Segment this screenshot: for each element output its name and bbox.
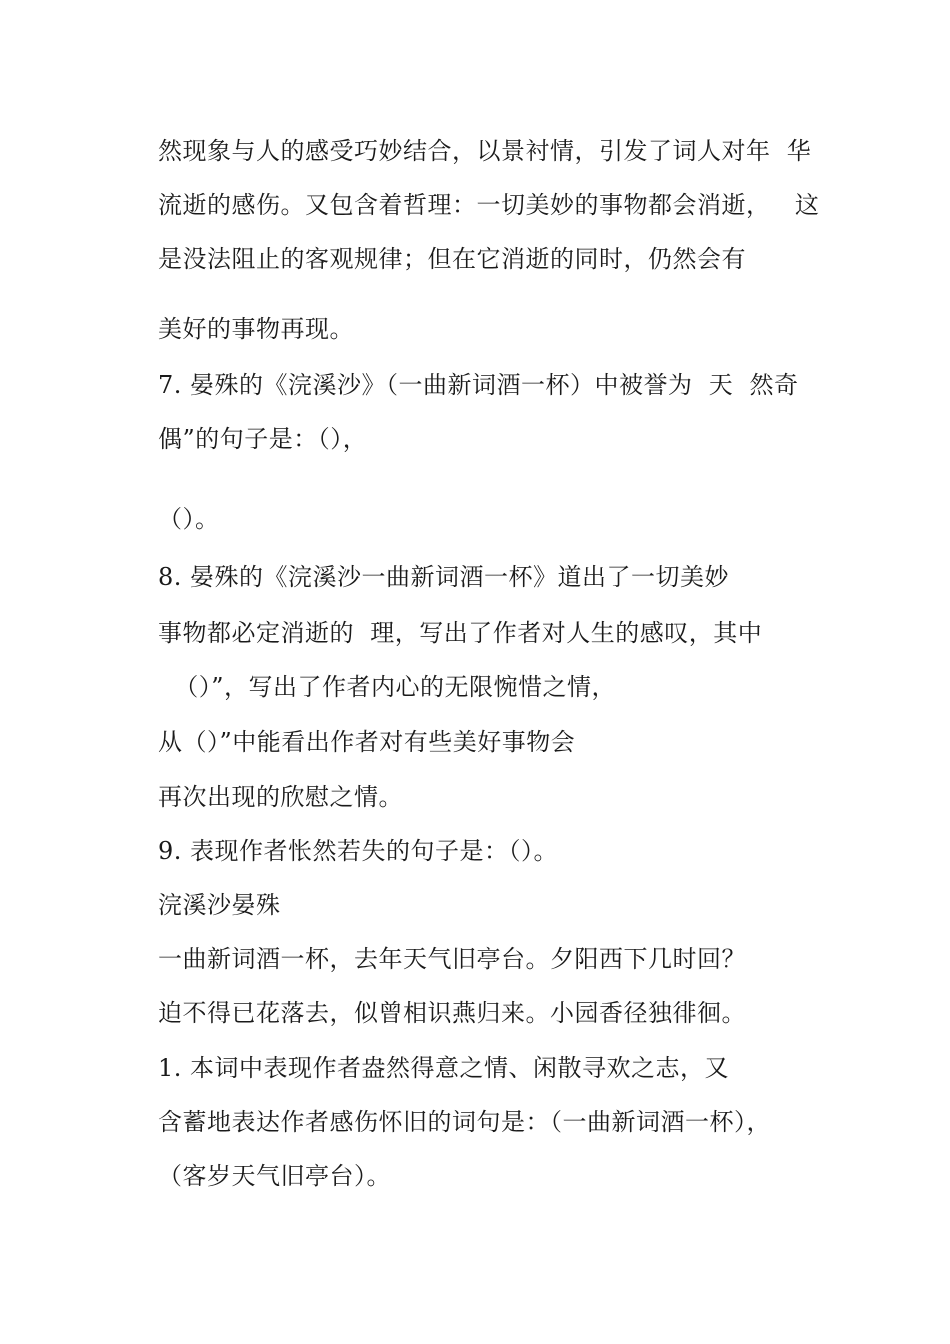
question-9: 9. 表现作者怅然若失的句子是：（）。 [158,837,559,865]
text-line: 再次出现的欣慰之情。 [158,783,403,811]
text-line: （）。 [158,505,220,533]
question-1: 1. 本词中表现作者盎然得意之情、闲散寻欢之志，又 [158,1054,730,1082]
text-line: 从（）”中能看出作者对有些美好事物会 [158,728,576,756]
question-7: 7. 晏殊的《浣溪沙》（一曲新词酒一杯）中被誉为 天 然奇 [158,371,799,399]
question-8: 8. 晏殊的《浣溪沙一曲新词酒一杯》道出了一切美妙 [158,563,730,591]
text-line: 流逝的感伤。又包含着哲理：一切美妙的事物都会消逝， 这 [158,191,820,219]
poem-title: 浣溪沙晏殊 [158,891,281,919]
text-line: 然现象与人的感受巧妙结合，以景衬情，引发了词人对年 华 [158,137,812,165]
text-line: 事物都必定消逝的 理，写出了作者对人生的感叹，其中 [158,619,763,647]
text-line: （）”，写出了作者内心的无限惋惜之情， [158,673,617,701]
text-line: 含蓄地表达作者感伤怀旧的词句是：（一曲新词酒一杯）， [158,1108,771,1136]
text-line: 美好的事物再现。 [158,315,354,343]
text-line: 偶”的句子是：（）， [158,425,368,453]
poem-line: 一曲新词酒一杯，去年天气旧亭台。夕阳西下几时回？ [158,945,746,973]
text-line: 是没法阻止的客观规律；但在它消逝的同时，仍然会有 [158,245,746,273]
poem-line: 迫不得已花落去，似曾相识燕归来。小园香径独徘徊。 [158,999,746,1027]
text-line: （客岁天气旧亭台）。 [158,1162,391,1190]
